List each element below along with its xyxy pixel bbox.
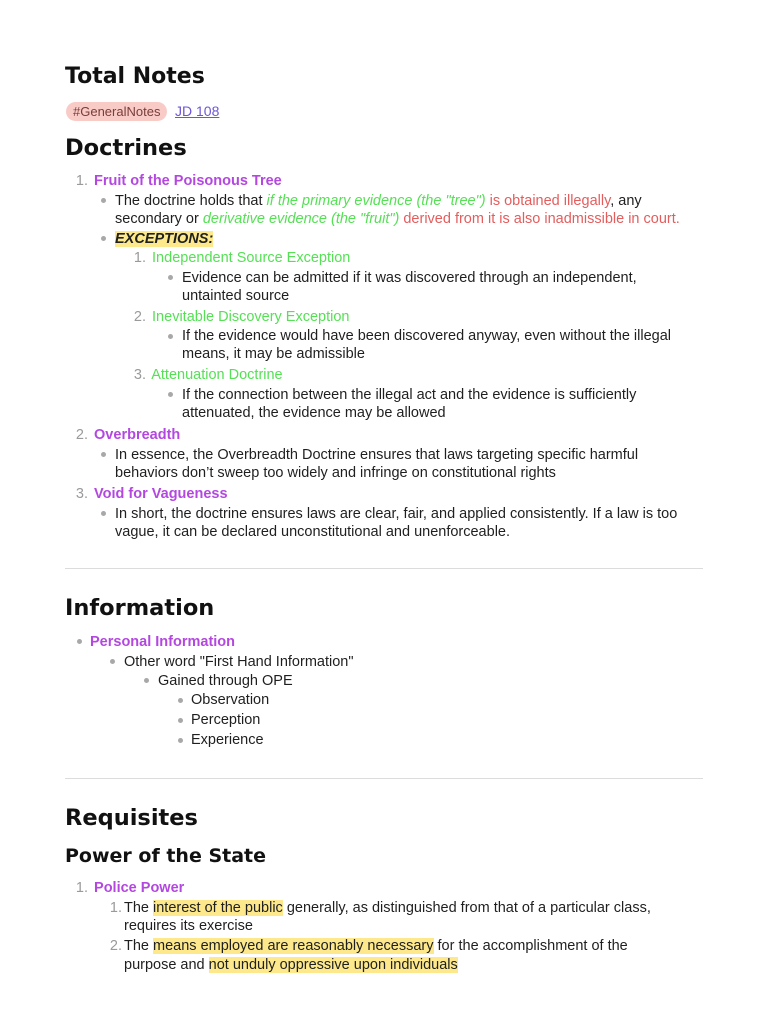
bullet-icon	[101, 236, 106, 241]
text-span: secondary or	[115, 211, 203, 227]
exception-item-1	[124, 249, 350, 268]
doctrine-text: behaviors don’t sweep too widely and infringe on constitutional rights	[115, 465, 556, 481]
exceptions-label-row	[115, 230, 213, 249]
text-span: for the accomplishment of the	[433, 938, 628, 954]
info-leaf: Experience	[191, 732, 264, 748]
list-number: 1.	[75, 880, 88, 896]
info-subsubitem: Gained through OPE	[158, 673, 293, 689]
exception-text: If the connection between the illegal act and the evidence is sufficiently	[182, 387, 637, 403]
bullet-icon	[110, 659, 115, 664]
info-subitem: Other word "First Hand Information"	[124, 654, 354, 670]
text-span: The	[124, 938, 154, 954]
exception-name: Independent Source Exception	[152, 250, 351, 266]
requisite-line-2	[100, 937, 628, 956]
list-number: 1.	[133, 250, 146, 266]
exception-name: Inevitable Discovery Exception	[152, 309, 350, 325]
text-span: , any	[610, 193, 642, 209]
course-link[interactable]: JD 108	[175, 103, 220, 119]
doctrine-title: Overbreadth	[94, 427, 181, 443]
exception-name: Attenuation Doctrine	[151, 367, 283, 383]
exception-text: attenuated, the evidence may be allowed	[182, 405, 446, 421]
bullet-icon	[77, 639, 82, 644]
bullet-icon	[101, 198, 106, 203]
exception-item-2	[124, 308, 350, 327]
derivative-evidence-text: derivative evidence (the "fruit")	[202, 211, 400, 227]
text-span: The doctrine holds that	[115, 193, 267, 209]
list-number: 2.	[109, 938, 122, 954]
doctrine-item-2	[66, 426, 180, 445]
doctrine-title: Void for Vagueness	[94, 486, 228, 502]
police-power-item	[66, 879, 184, 898]
doctrine-item-3	[66, 485, 228, 504]
exception-text: means, it may be admissible	[182, 346, 365, 362]
exceptions-label: EXCEPTIONS:	[115, 231, 214, 247]
requisite-line-1	[100, 899, 651, 918]
doctrine-text: In short, the doctrine ensures laws are clear, fair, and applied consistently. If a law is too	[115, 506, 678, 522]
exception-text: untainted source	[182, 288, 290, 304]
list-number: 1.	[109, 900, 122, 916]
text-span: generally, as distinguished from that of a particular class,	[282, 900, 651, 916]
page-title: Total Notes	[65, 64, 205, 89]
highlighted-text: not unduly oppressive upon individuals	[208, 957, 458, 973]
doctrine-desc-line-1	[115, 192, 642, 211]
list-number: 2.	[133, 309, 146, 325]
doctrine-item-1	[66, 172, 282, 191]
bullet-icon	[168, 392, 173, 397]
list-number: 3.	[75, 486, 88, 502]
bullet-icon	[178, 718, 183, 723]
doctrine-text: In essence, the Overbreadth Doctrine ensures that laws targeting specific harmful	[115, 447, 639, 463]
highlighted-text: interest of the public	[153, 900, 283, 916]
bullet-icon	[178, 698, 183, 703]
info-leaf: Observation	[191, 692, 270, 708]
obtained-illegally-text: is obtained illegally	[485, 193, 611, 209]
doctrines-heading: Doctrines	[65, 135, 187, 161]
primary-evidence-text: if the primary evidence (the "tree")	[266, 193, 486, 209]
divider	[65, 778, 703, 779]
bullet-icon	[101, 452, 106, 457]
list-number: 3.	[133, 367, 146, 383]
bullet-icon	[178, 738, 183, 743]
information-heading: Information	[65, 595, 215, 621]
list-number: 1.	[75, 173, 88, 189]
bullet-icon	[168, 334, 173, 339]
requisites-heading: Requisites	[65, 805, 198, 831]
doctrine-desc-line-2	[115, 210, 680, 229]
exception-item-3	[124, 366, 283, 385]
bullet-icon	[168, 275, 173, 280]
exception-text: Evidence can be admitted if it was discovered through an independent,	[182, 270, 637, 286]
requisite-line-1-cont: requires its exercise	[124, 918, 253, 934]
divider	[65, 568, 703, 569]
requisite-line-2-cont	[124, 956, 458, 975]
info-item-title: Personal Information	[90, 634, 236, 650]
text-span: The	[124, 900, 154, 916]
power-of-state-heading: Power of the State	[65, 845, 267, 867]
police-power-title: Police Power	[94, 880, 185, 896]
text-span: purpose and	[124, 957, 209, 973]
highlighted-text: means employed are reasonably necessary	[153, 938, 434, 954]
bullet-icon	[144, 678, 149, 683]
list-number: 2.	[75, 427, 88, 443]
doctrine-title: Fruit of the Poisonous Tree	[94, 173, 282, 189]
tag-badge[interactable]: #GeneralNotes	[66, 102, 167, 121]
bullet-icon	[101, 511, 106, 516]
inadmissible-text: derived from it is also inadmissible in court.	[399, 211, 680, 227]
exception-text: If the evidence would have been discovered anyway, even without the illegal	[182, 328, 672, 344]
doctrine-text: vague, it can be declared unconstitutional and unenforceable.	[115, 524, 511, 540]
info-leaf: Perception	[191, 712, 261, 728]
